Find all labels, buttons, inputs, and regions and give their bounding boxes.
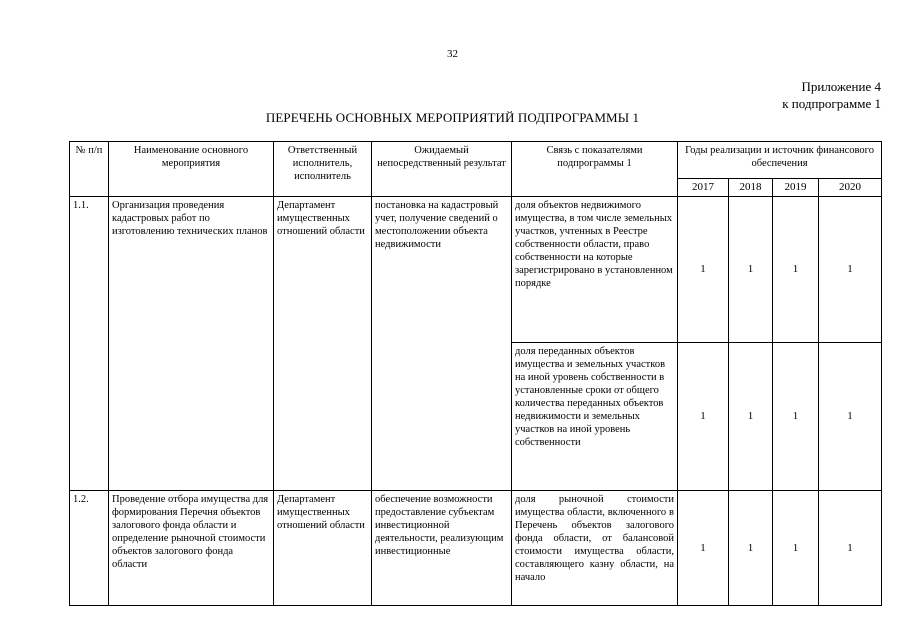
header-row [70,142,882,179]
header-name: Наименование основного мероприятия [109,142,274,197]
row-2-ind-1-2019: 1 [773,491,819,606]
row-2-indicator-1: доля рыночной стоимости имущества области, включенного в Перечень объектов залогового фонда области, от балансовой стоимости имущества области, составляющего казну области, на начало [512,491,678,606]
row-1-name: Организация проведения кадастровых работ по изготовлению технических планов [109,197,274,491]
document-title: ПЕРЕЧЕНЬ ОСНОВНЫХ МЕРОПРИЯТИЙ ПОДПРОГРАММЫ 1 [265,110,640,125]
header-year-2017: 2017 [678,179,729,197]
row-1-result: постановка на кадастровый учет, получение сведений о местоположении объекта недвижимости [372,197,512,491]
row-2-responsible: Департамент имущественных отношений области [274,491,372,606]
row-1-ind-1-2017: 1 [678,197,729,343]
row-2-name: Проведение отбора имущества для формирования Перечня объектов залогового фонда области и определение рыночной стоимости объектов залогового фонда области [109,491,274,606]
header-years: Годы реализации и источник финансового обеспечения [678,142,882,179]
row-1-ind-1-2019: 1 [773,197,819,343]
row-1-indicator-1: доля объектов недвижимого имущества, в том числе земельных участков, учтенных в Реестре собственности области, право собственности на которые зарегистрировано в установленном порядке [512,197,678,343]
row-1-ind-1-2018: 1 [729,197,773,343]
row-1-responsible: Департамент имущественных отношений области [274,197,372,491]
row-1-ind-2-2019: 1 [773,343,819,491]
header-responsible: Ответственный исполнитель, исполнитель [274,142,372,197]
measures-table [69,141,882,606]
row-1-ind-2-2018: 1 [729,343,773,491]
row-1-ind-2-2020: 1 [819,343,882,491]
row-2-ind-1-2020: 1 [819,491,882,606]
header-year-2020: 2020 [819,179,882,197]
row-2-ind-1-2017: 1 [678,491,729,606]
row-1-ind-2-2017: 1 [678,343,729,491]
header-result: Ожидаемый непосредственный результат [372,142,512,197]
table-row [70,197,882,343]
appendix-note [782,78,881,112]
row-2-result: обеспечение возможности предоставление субъектам инвестиционной деятельности, реализующим инвестиционные [372,491,512,606]
row-2-num: 1.2. [70,491,109,606]
row-1-ind-1-2020: 1 [819,197,882,343]
header-year-2019: 2019 [773,179,819,197]
appendix-line-1: Приложение 4 [801,79,881,94]
header-year-2018: 2018 [729,179,773,197]
row-1-indicator-2: доля переданных объектов имущества и земельных участков на иной уровень собственности в установленные сроки от общего количества переданных объектов недвижимости и земельных участков на иной уровень собственности [512,343,678,491]
page-number: 32 [447,48,458,60]
header-num: № п/п [70,142,109,197]
header-link: Связь с показателями подпрограммы 1 [512,142,678,197]
table-row [70,491,882,606]
row-1-num: 1.1. [70,197,109,491]
row-2-ind-1-2018: 1 [729,491,773,606]
appendix-line-2: к подпрограмме 1 [782,96,881,111]
